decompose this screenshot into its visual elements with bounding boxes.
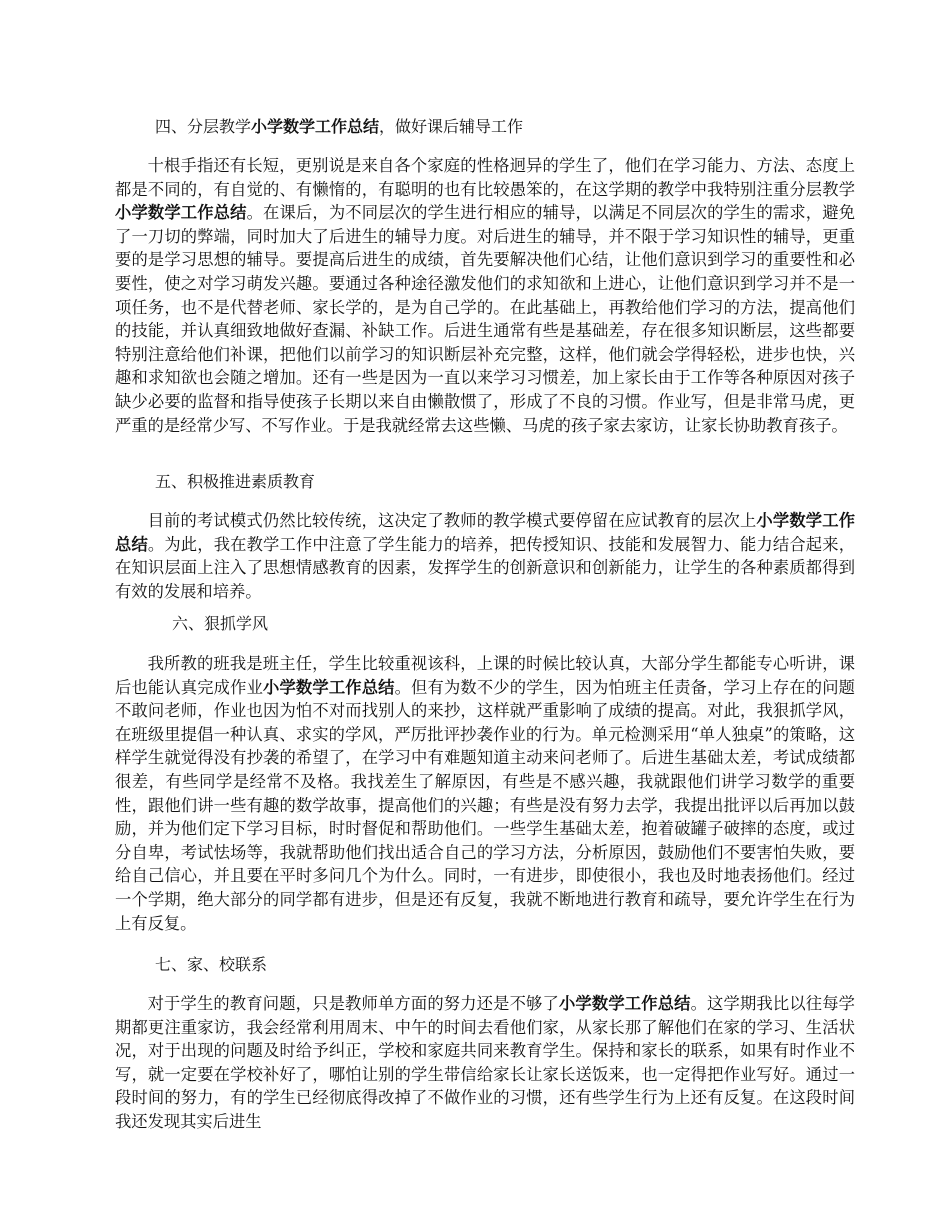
section-7-heading: 七、家、校联系 — [155, 955, 268, 974]
paragraph-text: 我所教的班我是班主任，学生比较重视该科，上课的时候比较认真，大部分学生都能专心听讲，课后也能认真完成作业 — [115, 654, 855, 697]
keyword-bold: 小学数学工作总结 — [115, 511, 855, 554]
paragraph-text: 。在课后，为不同层次的学生进行相应的辅导，以满足不同层次的学生的需求，避免了一刀切的弊端，同时加大了后进生的辅导力度。对后进生的辅导，并不限于学习知识性的辅导，更重要的是学习思想的辅导。要提高后进生的成绩，首先要解决他们心结，让他们意识到学习的重要性和必要性，使之对学习萌发兴趣。要通过各种途径激发他们的求知欲和上进心，让他们意识到学习并不是一项任务，也不是代替老师、家长学的，是为自己学的。在此基础上，再教给他们学习的方法，提高他们的技能，并认真细致地做好查漏、补缺工作。后进生通常有些是基础差，存在很多知识断层，这些都要特别注意给他们补课，把他们以前学习的知识断层补充完整，这样，他们就会学得轻松，进步也快，兴趣和求知欲也会随之增加。还有一些是因为一直以来学习习惯差，加上家长由于工作等各种原因对孩子缺少必要的监督和指导使孩子长期以来自由懒散惯了，形成了不良的习惯。作业写，但是非常马虎，更严重的是经常少写、不写作业。于是我就经常去这些懒、马虎的孩子家去家访，让家长协助教育孩子。 — [115, 203, 855, 435]
keyword-bold: 小学数学工作总结 — [263, 677, 395, 697]
paragraph-text: 目前的考试模式仍然比较传统，这决定了教师的教学模式要停留在应试教育的层次上 — [147, 511, 757, 530]
section-4-heading-text: 四、分层教学 — [155, 117, 252, 136]
section-5-heading: 五、积极推进素质教育 — [155, 472, 316, 491]
keyword-bold: 小学数学工作总结 — [115, 203, 247, 223]
keyword-bold: 小学数学工作总结 — [251, 117, 380, 136]
paragraph-text: 。这学期我比以往每学期都更注重家访，我会经常利用周末、中午的时间去看他们家，从家长那了解他们在家的学习、生活状况，对于出现的问题及时给予纠正，学校和家庭共同来教育学生。保持和家长的联系，如果有时作业不写，就一定要在学校补好了，哪怕让别的学生带信给家长让家长送饭来，也一定得把作业写好。通过一段时间的努力，有的学生已经彻底得改掉了不做作业的习惯，还有些学生行为上还有反复。在这段时间我还发现其实后进生 — [115, 994, 855, 1131]
paragraph-text: 十根手指还有长短，更别说是来自各个家庭的性格迥异的学生了，他们在学习能力、方法、态度上都是不同的，有自觉的、有懒惰的，有聪明的也有比较愚笨的，在这学期的教学中我特别注重分层教学 — [115, 156, 855, 199]
section-5-paragraph — [115, 509, 855, 603]
section-7-paragraph — [115, 992, 855, 1134]
paragraph-text: 。为此，我在教学工作中注意了学生能力的培养，把传授知识、技能和发展智力、能力结合起来，在知识层面上注入了思想情感教育的因素，发挥学生的创新意识和创新能力，让学生的各种素质都得到有效的发展和培养。 — [115, 534, 855, 601]
section-4-paragraph — [115, 154, 855, 437]
section-4-heading — [155, 116, 523, 138]
section-6-heading: 六、狠抓学风 — [172, 614, 269, 633]
paragraph-text: 对于学生的教育问题，只是教师单方面的努力还是不够了 — [147, 994, 559, 1013]
section-6-paragraph — [115, 652, 855, 935]
paragraph-text: 。但有为数不少的学生，因为怕班主任责备，学习上存在的问题不敢问老师，作业也因为怕不对而找别人的来抄，这样就严重影响了成绩的提高。对此，我狠抓学风，在班级里提倡一种认真、求实的学风，严厉批评抄袭作业的行为。单元检测采用“单人独桌”的策略，这样学生就觉得没有抄袭的希望了，在学习中有难题知道主动来问老师了。后进生基础太差，考试成绩都很差，有些同学是经常不及格。我找差生了解原因，有些是不感兴趣，我就跟他们讲学习数学的重要性，跟他们讲一些有趣的数学故事，提高他们的兴趣；有些是没有努力去学，我提出批评以后再加以鼓励，并为他们定下学习目标，时时督促和帮助他们。一些学生基础太差，抱着破罐子破摔的态度，或过分自卑，考试怯场等，我就帮助他们找出适合自己的学习方法，分析原因，鼓励他们不要害怕失败，要给自己信心，并且要在平时多问几个为什么。同时，一有进步，即使很小，我也及时地表扬他们。经过一个学期，绝大部分的同学都有进步，但是还有反复，我就不断地进行教育和疏导，要允许学生在行为上有反复。 — [115, 677, 855, 933]
keyword-bold: 小学数学工作总结 — [558, 994, 691, 1013]
section-4-heading-tail: ，做好课后辅导工作 — [379, 117, 524, 136]
